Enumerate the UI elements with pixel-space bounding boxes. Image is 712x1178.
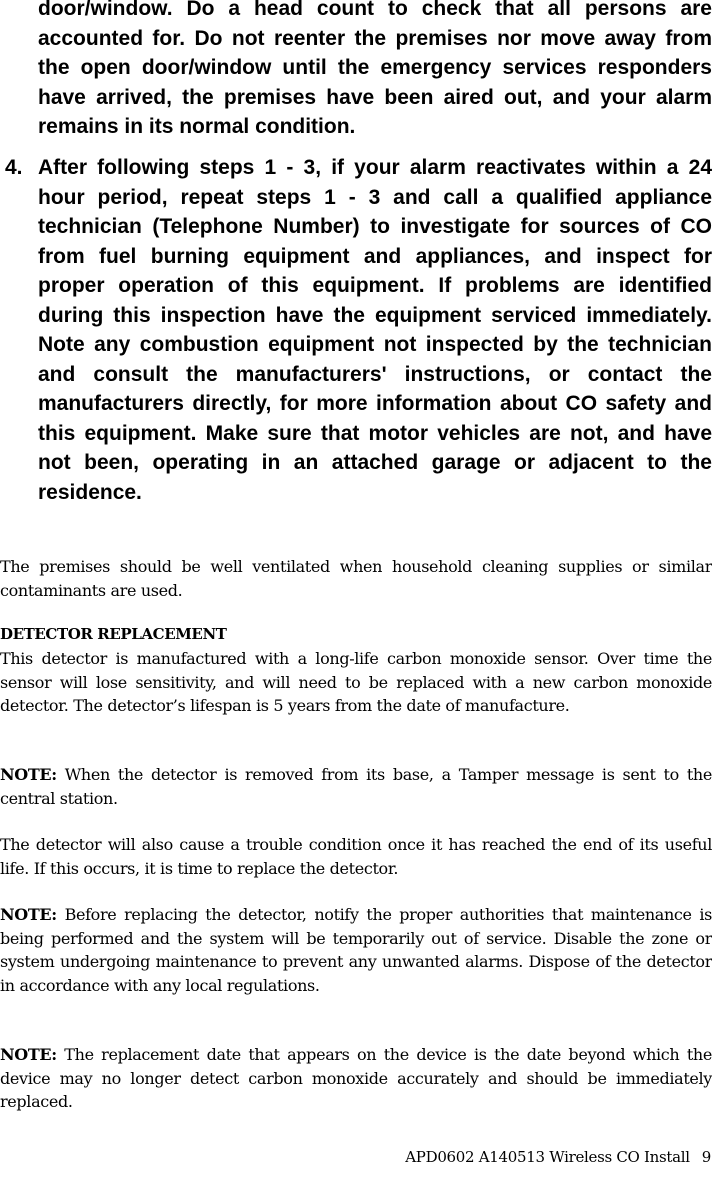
note-tamper-text: When the detector is removed from its base, a Tamper message is sent to the central station.	[0, 765, 712, 808]
note-tamper-paragraph	[0, 763, 712, 810]
end-of-life-paragraph: The detector will also cause a trouble condition once it has reached the end of its useful life. If this occurs, it is time to replace the detector.	[0, 835, 712, 878]
step-4-text: After following steps 1 - 3, if your alarm reactivates within a 24 hour period, repeat steps 1 - 3 and call a qualified appliance technician (Telephone Number) to investigate for sources of CO from fuel burning equipment and appliances, and inspect for proper operation of this equipment. If problems are identified during this inspection have the equipment serviced immediately. Note any combustion equipment not inspected by the technician and consult the manufacturers' instructions, or contact the manufacturers directly, for more information about CO safety and this equipment. Make sure that motor vehicles are not, and have not been, operating in an attached garage or adjacent to the residence.	[38, 156, 712, 504]
note-maintenance-text: Before replacing the detector, notify the proper authorities that maintenance is being performed and the system will be temporarily out of service. Disable the zone or system undergoing maintenance to prevent any unwanted alarms. Dispose of the detector in accordance with any local regulations.	[0, 905, 712, 995]
page-footer	[405, 1146, 711, 1168]
note-maintenance-paragraph	[0, 903, 712, 997]
step-3-continuation: door/window. Do a head count to check that all persons are accounted for. Do not reenter the premises nor move away from the open door/window until the emergency services responders have arrived, the premises have been aired out, and your alarm remains in its normal condition.	[38, 0, 712, 138]
note-replacement-date-text: The replacement date that appears on the device is the date beyond which the device may no longer detect carbon monoxide accurately and should be immediately replaced.	[0, 1045, 712, 1111]
note-label: NOTE:	[0, 905, 57, 924]
footer-doc-id: APD0602 A140513 Wireless CO Install	[405, 1148, 690, 1166]
ventilation-paragraph: The premises should be well ventilated when household cleaning supplies or similar contaminants are used.	[0, 557, 712, 600]
detector-replacement-heading: DETECTOR REPLACEMENT	[0, 625, 227, 643]
step-4-number: 4.	[5, 156, 23, 179]
replacement-intro-paragraph: This detector is manufactured with a long-life carbon monoxide sensor. Over time the sensor will lose sensitivity, and will need to be replaced with a new carbon monoxide detector. The detector’s lifespan is 5 years from the date of manufacture.	[0, 649, 712, 715]
note-label: NOTE:	[0, 765, 57, 784]
note-replacement-date-paragraph	[0, 1043, 712, 1114]
page-number: 9	[701, 1148, 711, 1166]
note-label: NOTE:	[0, 1045, 57, 1064]
